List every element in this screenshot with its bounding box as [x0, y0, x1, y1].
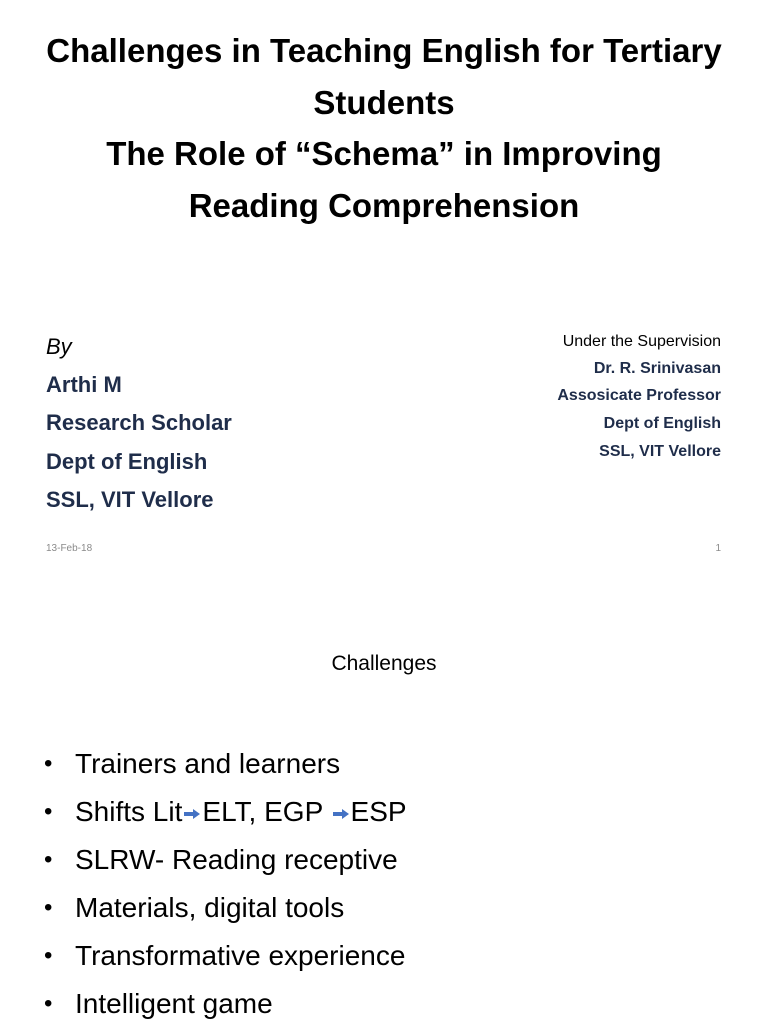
bullet-text-part-2: ELT, EGP [202, 796, 331, 827]
bullet-text-part-3: ESP [350, 796, 407, 827]
slide-title-line-1: Challenges in Teaching English for Tertiary [46, 32, 722, 69]
supervisor-institution: SSL, VIT Vellore [599, 443, 721, 460]
bullet-text: Trainers and learners [75, 748, 341, 779]
bullet-icon: • [44, 750, 53, 777]
bullet-icon: • [44, 942, 53, 969]
author-role: Research Scholar [46, 410, 232, 435]
arrow-right-icon [183, 808, 201, 820]
bullet-text-part-1: Shifts Lit [75, 796, 183, 827]
bullet-text: Transformative experience [75, 940, 406, 971]
supervisor-name: Dr. R. Srinivasan [593, 360, 721, 377]
arrow-right-icon [332, 808, 350, 820]
slide-title-line-3: The Role of “Schema” in Improving [106, 135, 662, 172]
list-item [44, 836, 407, 884]
author-name: Arthi M [46, 372, 122, 397]
supervisor-dept: Dept of English [603, 415, 721, 432]
bullet-icon: • [44, 798, 53, 825]
bullet-icon: • [44, 894, 53, 921]
list-item [44, 884, 407, 932]
list-item [44, 980, 407, 1028]
author-dept: Dept of English [46, 449, 208, 474]
slide-title-line-4: Reading Comprehension [188, 187, 580, 224]
bullet-list [44, 740, 407, 1028]
supervision-heading: Under the Supervision [562, 333, 721, 350]
supervisor-title: Assosicate Professor [557, 387, 721, 404]
list-item [44, 932, 407, 980]
list-item [44, 740, 407, 788]
slide-title-line-2: Students [313, 84, 455, 121]
bullet-text: Intelligent game [75, 988, 273, 1019]
footer-date: 13-Feb-18 [46, 543, 93, 554]
challenges-slide [0, 576, 768, 1024]
bullet-icon: • [44, 990, 53, 1017]
author-institution: SSL, VIT Vellore [46, 487, 214, 512]
slide-title: Challenges [331, 652, 437, 675]
list-item [44, 788, 407, 836]
bullet-text: Materials, digital tools [75, 892, 345, 923]
author-by-label: By [46, 334, 72, 359]
bullet-text: SLRW- Reading receptive [75, 844, 398, 875]
bullet-icon: • [44, 846, 53, 873]
footer-page-number: 1 [715, 543, 721, 554]
